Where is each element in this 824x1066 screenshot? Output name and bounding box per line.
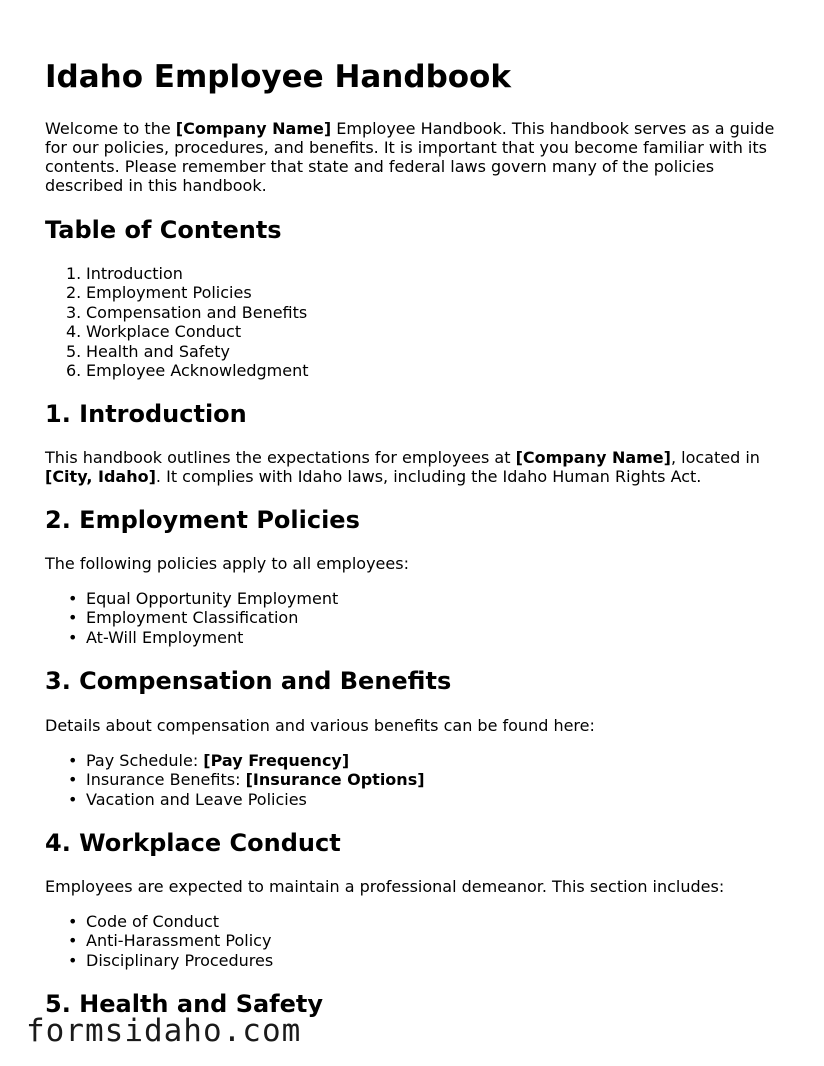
toc-item[interactable]: 5. Health and Safety bbox=[66, 341, 230, 361]
section-employment-policies-lead: The following policies apply to all employees: bbox=[45, 554, 409, 573]
list-item: • Anti-Harassment Policy bbox=[68, 931, 272, 951]
bullet-icon: • bbox=[68, 751, 78, 770]
compensation-list bbox=[45, 751, 425, 809]
toc-item[interactable]: 3. Compensation and Benefits bbox=[66, 302, 308, 322]
bullet-icon: • bbox=[68, 627, 78, 647]
section-compensation-lead: Details about compensation and various benefits can be found here: bbox=[45, 716, 595, 735]
toc-item[interactable]: 6. Employee Acknowledgment bbox=[66, 361, 309, 381]
section-health-safety-heading: 5. Health and Safety bbox=[45, 990, 324, 1018]
list-item: • At-Will Employment bbox=[68, 627, 244, 647]
pay-frequency-placeholder: [Pay Frequency] bbox=[203, 751, 350, 770]
toc-item[interactable]: 4. Workplace Conduct bbox=[66, 322, 242, 342]
list-item: • Code of Conduct bbox=[68, 912, 220, 931]
bullet-icon: • bbox=[68, 770, 78, 790]
bullet-icon: • bbox=[68, 589, 78, 608]
toc-heading: Table of Contents bbox=[45, 216, 282, 244]
section-introduction-heading: 1. Introduction bbox=[45, 400, 247, 428]
workplace-conduct-list bbox=[45, 912, 273, 970]
intro-paragraph: Welcome to the [Company Name] Employee Handbook. This handbook serves as a guide for our policies, procedures, and benefits. It is important that you become familiar with its contents. Please remember that state and federal laws govern many of the policies described in this handbook. bbox=[45, 119, 775, 195]
bullet-icon: • bbox=[68, 608, 78, 628]
list-item: • Employment Classification bbox=[68, 608, 299, 628]
company-name-placeholder: [Company Name] bbox=[515, 448, 671, 467]
bullet-icon: • bbox=[68, 931, 78, 951]
list-item: • Vacation and Leave Policies bbox=[68, 789, 307, 809]
insurance-options-placeholder: [Insurance Options] bbox=[245, 770, 425, 790]
toc-list bbox=[45, 264, 309, 380]
list-item: • Pay Schedule: [Pay Frequency] bbox=[68, 751, 350, 770]
section-employment-policies-heading: 2. Employment Policies bbox=[45, 506, 360, 534]
list-item: • Insurance Benefits: [Insurance Options] bbox=[68, 770, 425, 790]
toc-item[interactable]: 1. Introduction bbox=[66, 264, 183, 283]
section-compensation-heading: 3. Compensation and Benefits bbox=[45, 667, 452, 695]
toc-item[interactable]: 2. Employment Policies bbox=[66, 283, 252, 303]
bullet-icon: • bbox=[68, 950, 78, 970]
bullet-icon: • bbox=[68, 789, 78, 809]
section-introduction-text: This handbook outlines the expectations for employees at [Company Name], located in [City, Idaho]. It complies with Idaho laws, including the Idaho Human Rights Act. bbox=[45, 448, 760, 486]
bullet-icon: • bbox=[68, 912, 78, 931]
employment-policies-list bbox=[45, 589, 338, 647]
page-title: Idaho Employee Handbook bbox=[45, 59, 511, 95]
section-workplace-conduct-lead: Employees are expected to maintain a professional demeanor. This section includes: bbox=[45, 877, 725, 896]
list-item: • Disciplinary Procedures bbox=[68, 950, 274, 970]
list-item: • Equal Opportunity Employment bbox=[68, 589, 339, 608]
city-placeholder: [City, Idaho] bbox=[45, 467, 156, 486]
watermark: formsidaho.com bbox=[26, 1013, 302, 1049]
company-name-placeholder: [Company Name] bbox=[175, 119, 332, 138]
section-workplace-conduct-heading: 4. Workplace Conduct bbox=[45, 829, 341, 857]
